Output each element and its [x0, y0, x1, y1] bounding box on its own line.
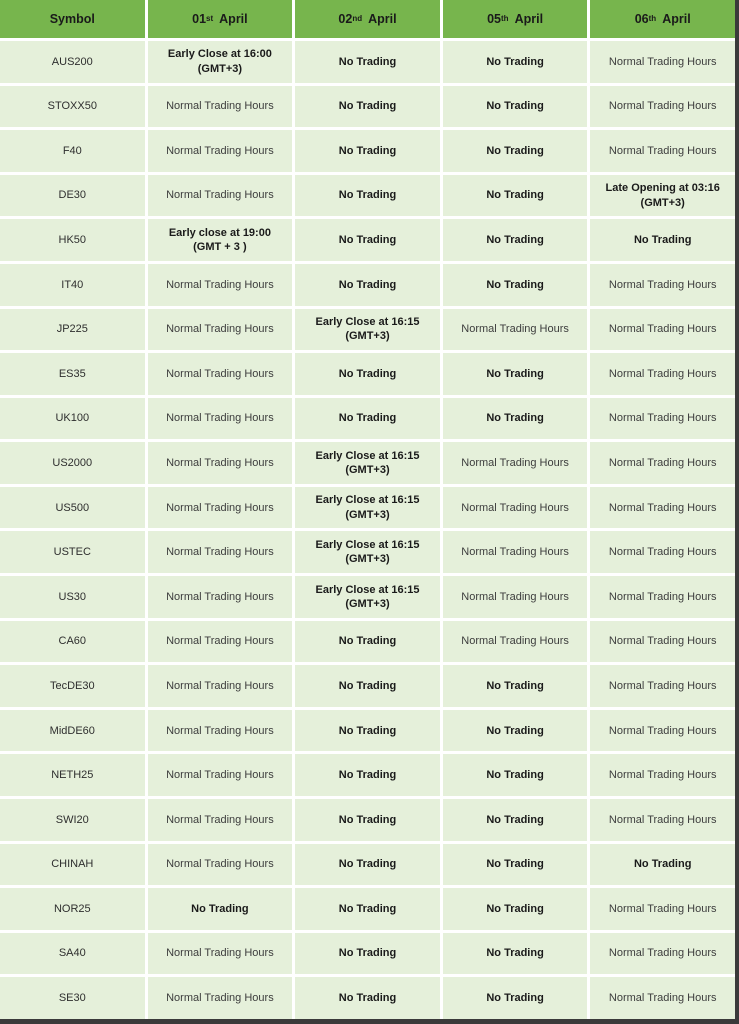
schedule-cell: No Trading — [443, 888, 588, 930]
schedule-cell: Normal Trading Hours — [590, 977, 735, 1019]
schedule-cell: No Trading — [443, 977, 588, 1019]
symbol-cell: SA40 — [0, 933, 145, 975]
symbol-cell: F40 — [0, 130, 145, 172]
schedule-cell: No Trading — [295, 621, 440, 663]
schedule-cell: No Trading — [295, 844, 440, 886]
schedule-cell: Normal Trading Hours — [590, 130, 735, 172]
schedule-cell: Normal Trading Hours — [590, 665, 735, 707]
symbol-cell: HK50 — [0, 219, 145, 261]
schedule-cell: No Trading — [295, 665, 440, 707]
schedule-cell: Normal Trading Hours — [148, 175, 293, 217]
schedule-cell: Normal Trading Hours — [443, 576, 588, 618]
symbol-cell: US500 — [0, 487, 145, 529]
schedule-cell: Normal Trading Hours — [590, 531, 735, 573]
schedule-cell: Early Close at 16:15 (GMT+3) — [295, 309, 440, 351]
header-month: April — [662, 11, 691, 26]
header-day: 06 — [634, 11, 649, 26]
schedule-cell: Normal Trading Hours — [148, 754, 293, 796]
column-header-date: 05 th April — [443, 0, 588, 38]
header-day: 02 — [338, 11, 353, 26]
schedule-cell: No Trading — [295, 86, 440, 128]
schedule-cell: Normal Trading Hours — [148, 977, 293, 1019]
schedule-cell: No Trading — [295, 175, 440, 217]
header-month: April — [368, 11, 397, 26]
schedule-cell: Normal Trading Hours — [148, 487, 293, 529]
schedule-cell: No Trading — [295, 710, 440, 752]
schedule-cell: No Trading — [590, 844, 735, 886]
schedule-cell: Early Close at 16:15 (GMT+3) — [295, 576, 440, 618]
schedule-cell: No Trading — [295, 398, 440, 440]
column-header-date: 06 th April — [590, 0, 735, 38]
symbol-cell: STOXX50 — [0, 86, 145, 128]
symbol-cell: UK100 — [0, 398, 145, 440]
schedule-cell: Normal Trading Hours — [148, 576, 293, 618]
schedule-cell: Normal Trading Hours — [590, 754, 735, 796]
schedule-cell: Normal Trading Hours — [590, 309, 735, 351]
schedule-cell: Normal Trading Hours — [148, 309, 293, 351]
symbol-cell: SWI20 — [0, 799, 145, 841]
schedule-cell: No Trading — [443, 710, 588, 752]
schedule-cell: No Trading — [295, 264, 440, 306]
schedule-cell: Normal Trading Hours — [443, 309, 588, 351]
schedule-cell: No Trading — [443, 264, 588, 306]
symbol-cell: IT40 — [0, 264, 145, 306]
schedule-cell: No Trading — [443, 754, 588, 796]
schedule-cell: Early close at 19:00 (GMT + 3 ) — [148, 219, 293, 261]
schedule-cell: No Trading — [295, 933, 440, 975]
symbol-cell: ES35 — [0, 353, 145, 395]
symbol-cell: CHINAH — [0, 844, 145, 886]
header-month: April — [514, 11, 544, 26]
symbol-cell: AUS200 — [0, 41, 145, 83]
schedule-cell: Normal Trading Hours — [590, 576, 735, 618]
schedule-cell: Normal Trading Hours — [148, 621, 293, 663]
schedule-cell: Normal Trading Hours — [590, 487, 735, 529]
symbol-cell: MidDE60 — [0, 710, 145, 752]
schedule-cell: Early Close at 16:00 (GMT+3) — [148, 41, 293, 83]
schedule-cell: Normal Trading Hours — [590, 799, 735, 841]
header-day: 05 — [487, 11, 502, 26]
schedule-cell: Normal Trading Hours — [148, 799, 293, 841]
symbol-cell: SE30 — [0, 977, 145, 1019]
column-header-date: 02 nd April — [295, 0, 440, 38]
schedule-cell: Normal Trading Hours — [443, 487, 588, 529]
schedule-cell: No Trading — [590, 219, 735, 261]
schedule-cell: No Trading — [295, 799, 440, 841]
schedule-cell: No Trading — [295, 130, 440, 172]
schedule-cell: Normal Trading Hours — [590, 398, 735, 440]
schedule-cell: Normal Trading Hours — [443, 442, 588, 484]
schedule-cell: Normal Trading Hours — [148, 86, 293, 128]
schedule-cell: Normal Trading Hours — [590, 933, 735, 975]
schedule-cell: No Trading — [295, 754, 440, 796]
schedule-cell: Normal Trading Hours — [148, 442, 293, 484]
schedule-cell: No Trading — [443, 665, 588, 707]
symbol-cell: CA60 — [0, 621, 145, 663]
schedule-cell: Normal Trading Hours — [148, 844, 293, 886]
schedule-cell: No Trading — [443, 398, 588, 440]
symbol-cell: NETH25 — [0, 754, 145, 796]
symbol-cell: DE30 — [0, 175, 145, 217]
schedule-cell: No Trading — [295, 41, 440, 83]
schedule-cell: No Trading — [443, 844, 588, 886]
schedule-cell: No Trading — [295, 353, 440, 395]
schedule-cell: Normal Trading Hours — [148, 531, 293, 573]
schedule-cell: No Trading — [295, 977, 440, 1019]
schedule-cell: No Trading — [443, 175, 588, 217]
schedule-cell: No Trading — [443, 933, 588, 975]
column-header-date: 01 st April — [148, 0, 293, 38]
symbol-cell: NOR25 — [0, 888, 145, 930]
schedule-cell: Late Opening at 03:16 (GMT+3) — [590, 175, 735, 217]
schedule-cell: No Trading — [443, 86, 588, 128]
schedule-cell: Normal Trading Hours — [148, 710, 293, 752]
schedule-cell: No Trading — [443, 130, 588, 172]
schedule-cell: Normal Trading Hours — [590, 621, 735, 663]
schedule-cell: No Trading — [295, 888, 440, 930]
schedule-cell: No Trading — [443, 219, 588, 261]
schedule-cell: Normal Trading Hours — [590, 86, 735, 128]
schedule-cell: No Trading — [443, 353, 588, 395]
header-day: 01 — [192, 11, 207, 26]
schedule-cell: Normal Trading Hours — [148, 933, 293, 975]
schedule-cell: Normal Trading Hours — [443, 621, 588, 663]
header-month: April — [219, 11, 248, 26]
schedule-cell: Normal Trading Hours — [590, 264, 735, 306]
schedule-cell: Early Close at 16:15 (GMT+3) — [295, 442, 440, 484]
symbol-cell: USTEC — [0, 531, 145, 573]
symbol-cell: US30 — [0, 576, 145, 618]
schedule-cell: Early Close at 16:15 (GMT+3) — [295, 487, 440, 529]
schedule-cell: Normal Trading Hours — [148, 264, 293, 306]
schedule-cell: Normal Trading Hours — [148, 665, 293, 707]
schedule-cell: Normal Trading Hours — [590, 710, 735, 752]
schedule-cell: Normal Trading Hours — [590, 888, 735, 930]
schedule-cell: Normal Trading Hours — [148, 353, 293, 395]
schedule-cell: Early Close at 16:15 (GMT+3) — [295, 531, 440, 573]
schedule-cell: Normal Trading Hours — [590, 41, 735, 83]
schedule-cell: Normal Trading Hours — [148, 398, 293, 440]
schedule-cell: No Trading — [443, 41, 588, 83]
schedule-cell: Normal Trading Hours — [590, 353, 735, 395]
schedule-cell: No Trading — [148, 888, 293, 930]
schedule-cell: No Trading — [295, 219, 440, 261]
schedule-cell: No Trading — [443, 799, 588, 841]
symbol-cell: JP225 — [0, 309, 145, 351]
schedule-cell: Normal Trading Hours — [590, 442, 735, 484]
symbol-cell: US2000 — [0, 442, 145, 484]
schedule-cell: Normal Trading Hours — [443, 531, 588, 573]
symbol-cell: TecDE30 — [0, 665, 145, 707]
column-header-symbol: Symbol — [0, 0, 145, 38]
schedule-cell: Normal Trading Hours — [148, 130, 293, 172]
